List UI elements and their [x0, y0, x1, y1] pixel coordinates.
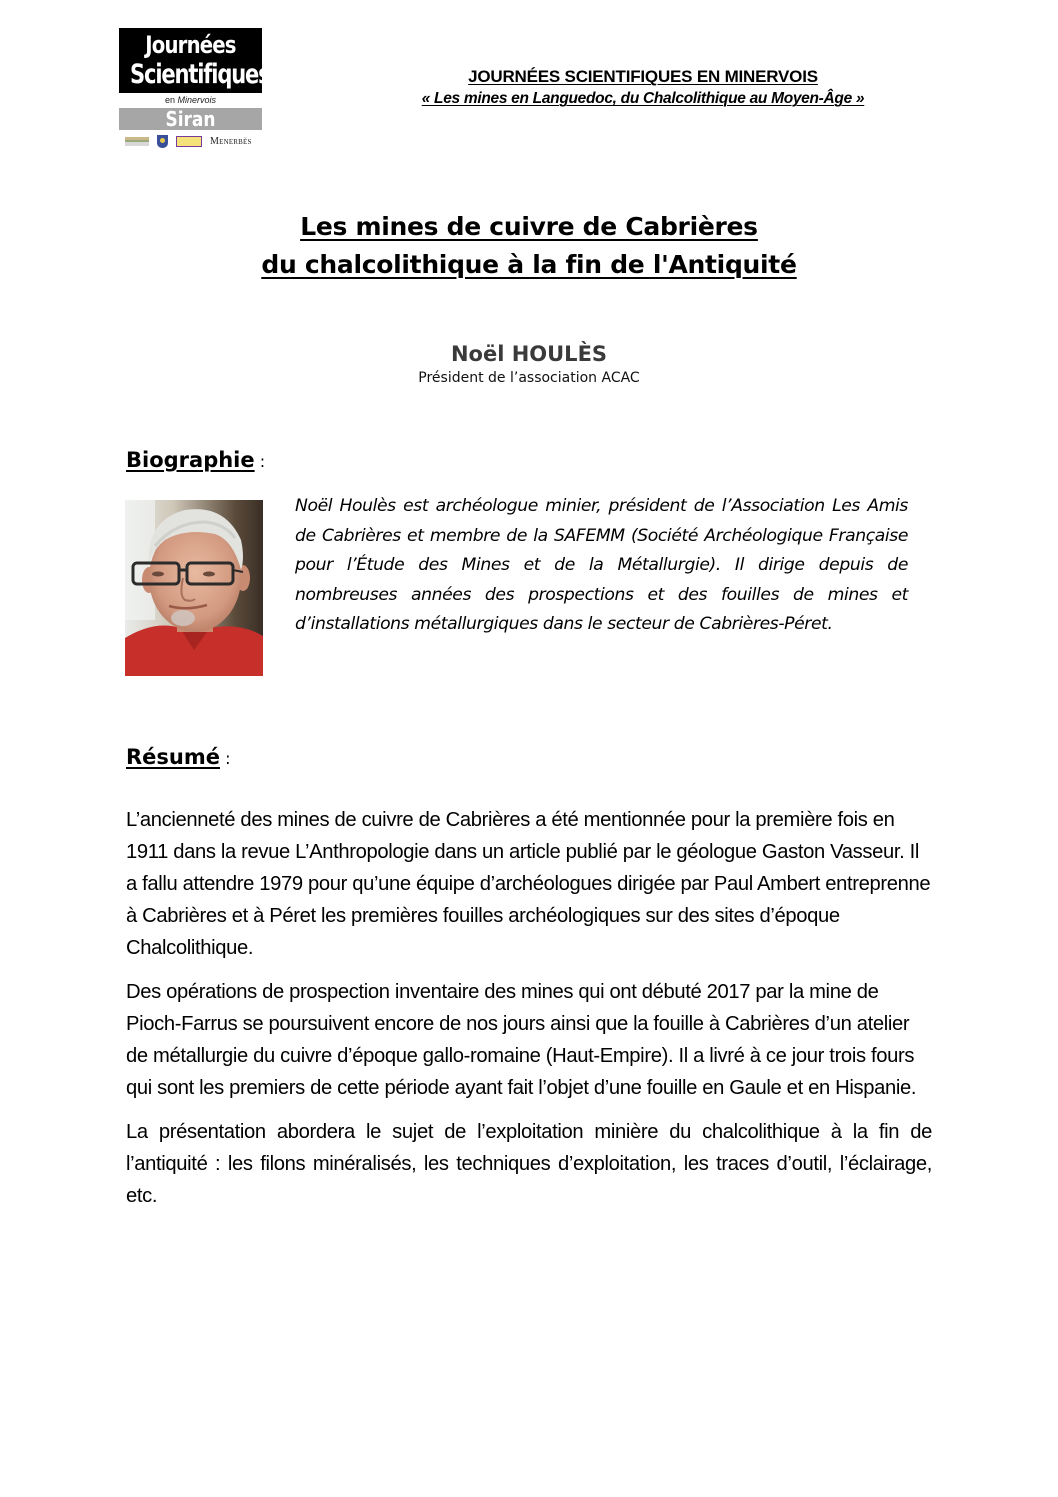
document-title-line2-text: du chalcolithique à la fin de l'Antiquité [261, 250, 797, 279]
partner-logos [125, 134, 260, 148]
author-photo [125, 500, 263, 676]
resume-paragraph-2: Des opérations de prospection inventaire des mines qui ont débuté 2017 par la mine de Pioch-Farrus se poursuivent encore de nos jours ainsi que la fouille à Cabrières d’un atelier de métallurgie du cuivre d’époque gallo-romaine (Haut-Empire). Il a livré à ce jour trois fours qui sont les premiers de cette période ayant fait l’objet d’une fouille en Gaule et en Hispanie. [126, 981, 917, 1099]
biography-text: Noël Houlès est archéologue minier, président de l’Association Les Amis de Cabrières et membre de la SAFEMM (Société Archéologique Française pour l’Étude des Mines et de la Métallurgie). Il dirige depuis de nombreuses années des prospections et des fouilles de mines et d’installations métallurgiques dans le secteur de Cabrières-Péret. [295, 496, 908, 635]
logo-title-line1: Journées [145, 31, 236, 59]
resume-heading [126, 743, 230, 773]
menerbes-wordmark: Menerbès [210, 135, 252, 147]
logo-subtitle [119, 95, 262, 105]
resume-heading-label: Résumé [126, 745, 220, 769]
biography-heading [126, 446, 265, 476]
logo-place: Siran [165, 107, 216, 131]
document-title-line1 [0, 208, 1058, 246]
partner-landscape-icon [125, 137, 149, 146]
resume-paragraph-1: L’ancienneté des mines de cuivre de Cabrières a été mentionnée pour la première fois en 1911 dans la revue L’Anthropologie dans un article publié par le géologue Gaston Vasseur. Il a fallu attendre 1979 pour qu’une équipe d’archéologues dirigée par Paul Ambert entreprenne à Cabrières et à Péret les premières fouilles archéologiques sur des sites d’époque Chalcolithique. [126, 809, 931, 959]
logo-grey-band [119, 108, 262, 130]
event-subtitle: « Les mines en Languedoc, du Chalcolithique au Moyen-Âge » [421, 90, 865, 107]
author-block [0, 340, 1058, 388]
biography-heading-colon: : [254, 452, 266, 471]
coat-of-arms-icon [157, 135, 168, 148]
document-title-line2 [0, 246, 1058, 284]
document-title [0, 208, 1058, 284]
event-header [380, 66, 906, 110]
partner-badge-icon [176, 136, 202, 147]
resume-body [126, 804, 932, 1224]
resume-paragraph-3: La présentation abordera le sujet de l’exploitation minière du chalcolithique à la fin de l’antiquité : les filons minéralisés, les techniques d’exploitation, les traces d’outil, l’éclairage, etc. [126, 1121, 932, 1207]
logo-black-band [119, 28, 270, 93]
document-title-line1-text: Les mines de cuivre de Cabrières [300, 212, 758, 241]
event-logo [119, 28, 270, 148]
logo-subtitle-prefix: en [164, 95, 178, 105]
event-title: JOURNÉES SCIENTIFIQUES EN MINERVOIS [468, 67, 818, 86]
logo-subtitle-region: Minervois [177, 95, 217, 105]
author-name: Noël HOULÈS [450, 342, 608, 366]
biography-heading-label: Biographie [126, 448, 255, 472]
logo-title-line2: Scientifiques [130, 59, 270, 90]
resume-heading-colon: : [220, 749, 231, 768]
author-role: Président de l’association ACAC [418, 370, 640, 386]
portrait-image [125, 500, 263, 676]
